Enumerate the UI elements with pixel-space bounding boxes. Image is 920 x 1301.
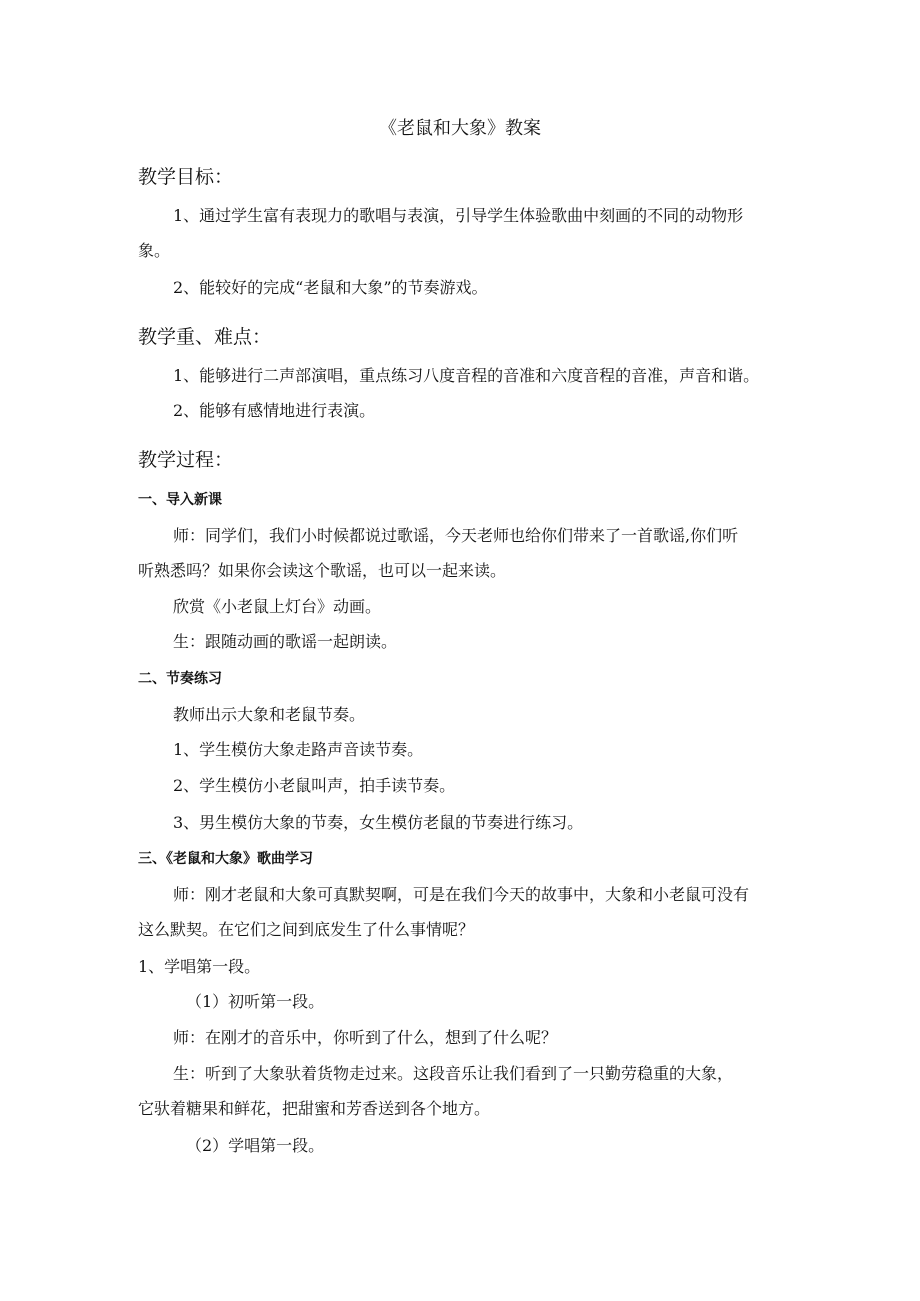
section-3-student-answer-line-2: 它驮着糖果和鲜花，把甜蜜和芳香送到各个地方。 xyxy=(138,1099,491,1118)
keypoints-heading: 教学重、难点： xyxy=(138,326,272,348)
section-2-p4: 3、男生模仿大象的节奏，女生模仿老鼠的节奏进行练习。 xyxy=(173,813,584,832)
goals-heading: 教学目标： xyxy=(138,166,234,188)
keypoint-2: 2、能够有感情地进行表演。 xyxy=(173,401,376,420)
section-3-p1-line-1: 师：刚才老鼠和大象可真默契啊，可是在我们今天的故事中，大象和小老鼠可没有 xyxy=(173,885,750,904)
document-title: 《老鼠和大象》教案 xyxy=(379,118,541,139)
goal-1-line-2: 象。 xyxy=(138,241,171,260)
section-1-p1-line-2: 听熟悉吗？如果你会读这个歌谣，也可以一起来读。 xyxy=(138,561,507,580)
section-2-p3: 2、学生模仿小老鼠叫声，拍手读节奏。 xyxy=(173,776,456,795)
section-3-student-answer-line-1: 生：听到了大象驮着货物走过来。这段音乐让我们看到了一只勤劳稳重的大象， xyxy=(173,1064,734,1083)
section-1-p3: 生：跟随动画的歌谣一起朗读。 xyxy=(173,632,398,651)
section-2-p1: 教师出示大象和老鼠节奏。 xyxy=(173,705,366,724)
section-1-p2: 欣赏《小老鼠上灯台》动画。 xyxy=(173,597,382,616)
goal-2: 2、能较好的完成“老鼠和大象”的节奏游戏。 xyxy=(173,278,488,297)
process-heading: 教学过程： xyxy=(138,449,234,471)
section-2-p2: 1、学生模仿大象走路声音读节奏。 xyxy=(173,740,424,759)
section-2-heading: 二、节奏练习 xyxy=(138,671,222,687)
section-3-item-1: 1、学唱第一段。 xyxy=(138,957,261,976)
section-3-heading: 三、《老鼠和大象》歌曲学习 xyxy=(138,851,313,867)
section-3-p1-line-2: 这么默契。在它们之间到底发生了什么事情呢？ xyxy=(138,920,475,939)
section-3-sub-1: （1）初听第一段。 xyxy=(186,992,325,1011)
goal-1-line-1: 1、通过学生富有表现力的歌唱与表演，引导学生体验歌曲中刻画的不同的动物形 xyxy=(173,206,744,225)
keypoint-1: 1、能够进行二声部演唱，重点练习八度音程的音准和六度音程的音准，声音和谐。 xyxy=(173,366,760,385)
section-3-teacher-question: 师：在刚才的音乐中，你听到了什么，想到了什么呢？ xyxy=(173,1028,558,1047)
section-1-heading: 一、导入新课 xyxy=(138,492,222,508)
section-1-p1-line-1: 师：同学们，我们小时候都说过歌谣，今天老师也给你们带来了一首歌谣,你们听 xyxy=(173,526,739,545)
section-3-sub-2: （2）学唱第一段。 xyxy=(186,1136,325,1155)
